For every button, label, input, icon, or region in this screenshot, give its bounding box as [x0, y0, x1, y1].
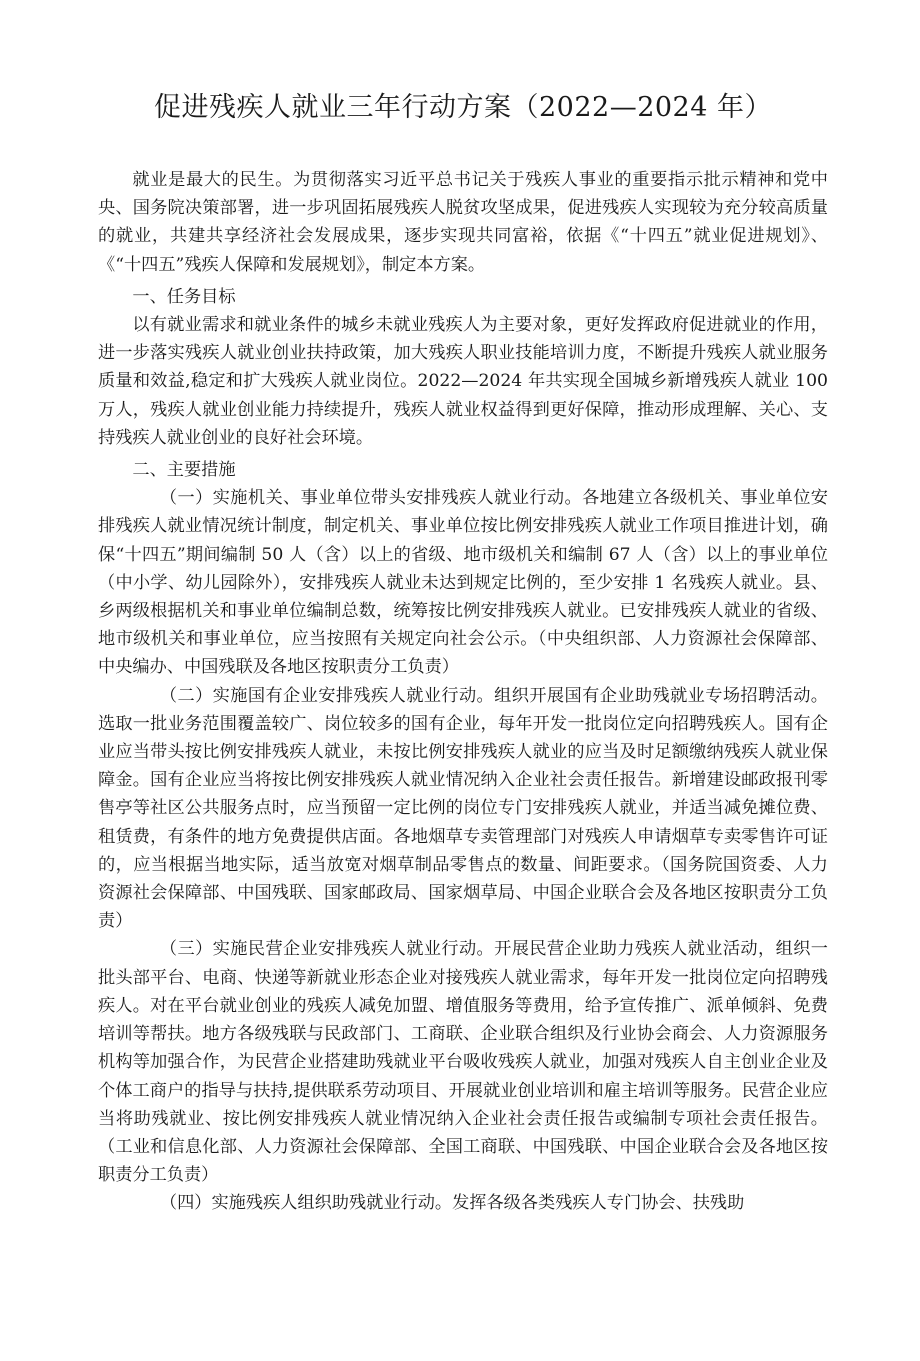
goals-paragraph: 以有就业需求和就业条件的城乡未就业残疾人为主要对象，更好发挥政府促进就业的作用，进一步落实残疾人就业创业扶持政策，加大残疾人职业技能培训力度，不断提升残疾人就业服务质量和效益,稳定和扩大残疾人就业岗位。2022—2024 年共实现全国城乡新增残疾人就业 100 万人，残疾人就业创业能力持续提升，残疾人就业权益得到更好保障，推动形成理解、关心、支持残疾人就业创业的良好社会环境。	[98, 315, 828, 448]
measure-paragraph-4: （四）实施残疾人组织助残就业行动。发挥各级各类残疾人专门协会、扶残助	[159, 1193, 745, 1214]
section-heading-goals: 一、任务目标	[132, 286, 236, 307]
measure-paragraph-3: （三）实施民营企业安排残疾人就业行动。开展民营企业助力残疾人就业活动，组织一批头部平台、电商、快递等新就业形态企业对接残疾人就业需求，每年开发一批岗位定向招聘残疾人。对在平台就业创业的残疾人减免加盟、增值服务等费用，给予宣传推广、派单倾斜、免费培训等帮扶。地方各级残联与民政部门、工商联、企业联合组织及行业协会商会、人力资源服务机构等加强合作，为民营企业搭建助残就业平台吸收残疾人就业，加强对残疾人自主创业企业及个体工商户的指导与扶持,提供联系劳动项目、开展就业创业培训和雇主培训等服务。民营企业应当将助残就业、按比例安排残疾人就业情况纳入企业社会责任报告或编制专项社会责任报告。（工业和信息化部、人力资源社会保障部、全国工商联、中国残联、中国企业联合会及各地区按职责分工负责）	[98, 939, 828, 1186]
document-page	[98, 88, 828, 1218]
section-heading-measures: 二、主要措施	[132, 460, 236, 481]
measure-paragraph-2: （二）实施国有企业安排残疾人就业行动。组织开展国有企业助残就业专场招聘活动。选取一批业务范围覆盖较广、岗位较多的国有企业，每年开发一批岗位定向招聘残疾人。国有企业应当带头按比例安排残疾人就业，未按比例安排残疾人就业的应当及时足额缴纳残疾人就业保障金。国有企业应当将按比例安排残疾人就业情况纳入企业社会责任报告。新增建设邮政报刊零售亭等社区公共服务点时，应当预留一定比例的岗位专门安排残疾人就业，并适当减免摊位费、租赁费，有条件的地方免费提供店面。各地烟草专卖管理部门对残疾人申请烟草专卖零售许可证的，应当根据当地实际，适当放宽对烟草制品零售点的数量、间距要求。（国务院国资委、人力资源社会保障部、中国残联、国家邮政局、国家烟草局、中国企业联合会及各地区按职责分工负责）	[98, 685, 828, 932]
intro-paragraph: 就业是最大的民生。为贯彻落实习近平总书记关于残疾人事业的重要指示批示精神和党中央、国务院决策部署，进一步巩固拓展残疾人脱贫攻坚成果，促进残疾人实现较为充分较高质量的就业，共建共享经济社会发展成果，逐步实现共同富裕，依据《“十四五”就业促进规划》、《“十四五”残疾人保障和发展规划》，制定本方案。	[98, 170, 828, 275]
document-title: 促进残疾人就业三年行动方案（2022—2024 年）	[153, 92, 772, 123]
measure-paragraph-1: （一）实施机关、事业单位带头安排残疾人就业行动。各地建立各级机关、事业单位安排残疾人就业情况统计制度，制定机关、事业单位按比例安排残疾人就业工作项目推进计划，确保“十四五”期间编制 50 人（含）以上的省级、地市级机关和编制 67 人（含）以上的事业单位（中小学、幼儿园除外），安排残疾人就业未达到规定比例的，至少安排 1 名残疾人就业。县、乡两级根据机关和事业单位编制总数，统筹按比例安排残疾人就业。已安排残疾人就业的省级、地市级机关和事业单位，应当按照有关规定向社会公示。（中央组织部、人力资源社会保障部、中央编办、中国残联及各地区按职责分工负责）	[98, 488, 828, 678]
